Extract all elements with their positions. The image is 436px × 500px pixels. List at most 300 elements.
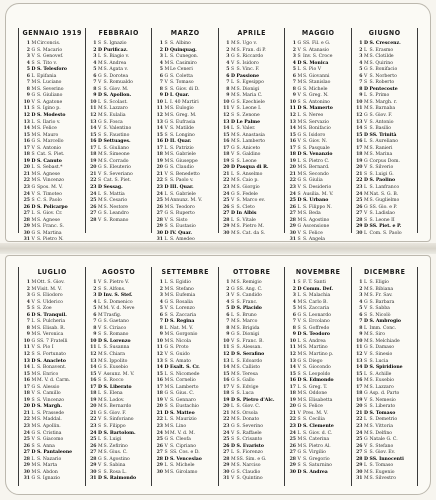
day-row: 30 M S. Cat. da S. xyxy=(223,230,266,236)
day-row: 26 S S. Anna xyxy=(23,443,55,449)
day-row: 23 M S. Giorgio xyxy=(223,185,260,191)
day-row: 20 M S. Bernardo xyxy=(90,404,132,410)
day-row: 24 M S. Delfino xyxy=(356,430,393,436)
day-row: 19 D S. Canuto xyxy=(23,158,62,164)
day-row: 3 S Inv. S. Croce xyxy=(292,54,333,60)
day-row: 15 L S. Achille xyxy=(356,371,392,377)
day-row: 4 V S. Ulderico xyxy=(26,299,63,305)
day-row: 3 M S. Eufemia xyxy=(159,293,196,299)
day-row: 2 M Visit. M. V. xyxy=(26,286,62,292)
day-row: 14 L S. Bonavent. xyxy=(23,365,67,371)
day-row: 8 M S. Elisab. R. xyxy=(26,325,66,331)
day-row: 25 V S. Giacomo xyxy=(23,437,64,443)
day-row: 11 V S. Leone I. xyxy=(223,106,262,112)
day-row: 27 L S. Giov. Cr. xyxy=(23,211,63,217)
day-row: 18 G S. Gius. C. xyxy=(156,391,195,397)
day-row: 27 M S. Beda xyxy=(289,211,321,217)
day-row: 13 M S. Ippolito xyxy=(90,358,128,364)
day-row: 7 D S. Regina xyxy=(159,319,195,325)
day-row: 17 D S. Liberato xyxy=(90,384,132,390)
day-row: 20 V S. Silverio xyxy=(356,165,394,171)
day-row: 24 V S. Raffaele xyxy=(223,430,262,436)
day-row: 27 G S. Leandro xyxy=(90,211,129,217)
day-row: 15 M S. Anastasia xyxy=(223,132,265,138)
day-row: 22 S S. Cecilia xyxy=(289,417,325,423)
month-name: MAGGIO xyxy=(301,29,335,37)
day-row: 25 M Annunz. M. V. xyxy=(156,198,203,204)
day-row: 7 V S. Romualdo xyxy=(93,80,133,86)
day-row: 25 D S. Urbano xyxy=(289,198,329,204)
day-row: 13 D S. Anacleto xyxy=(23,358,66,364)
day-row: 2 S S. Alfons. xyxy=(93,286,126,292)
day-row: 19 L S. Pietro C. xyxy=(289,158,330,164)
day-row: 15 L S. Nicomede xyxy=(156,371,200,377)
day-row: 9 D S. Apollon. xyxy=(93,93,132,99)
day-row: 31 M S. Silvestro xyxy=(356,476,396,482)
day-row: 10 S S. Antonino xyxy=(289,99,330,105)
day-row: 17 M S. Lamberto xyxy=(156,384,199,390)
day-row: 28 V S. Sisto xyxy=(156,217,188,223)
day-row: 29 M S. Narciso xyxy=(223,463,261,469)
day-row: 8 L Imm. Conc. xyxy=(359,325,397,331)
day-row: 8 M S. Severino xyxy=(26,86,64,92)
day-row: 4 M S. Carlo B. xyxy=(292,299,328,305)
day-row: 7 G S. Gaetano xyxy=(93,319,129,325)
day-row: 4 D S. Monica xyxy=(292,60,329,66)
day-row: 17 G S. Aniceto xyxy=(223,145,261,151)
day-row: 23 M S. Lino xyxy=(156,424,187,430)
day-row: 28 L S. Nazario xyxy=(23,456,62,462)
day-row: 4 M S. Casimiro xyxy=(159,60,197,66)
day-row: 24 D S. Bartolom. xyxy=(90,430,136,436)
day-row: 7 V S. Tomaso xyxy=(159,80,194,86)
day-row: 29 S S. Eustasio xyxy=(156,224,196,230)
day-row: 8 S S. Giov. di D. xyxy=(159,86,200,92)
day-row: 27 S SS. Cos. e D. xyxy=(156,450,200,456)
day-row: 7 L S. Pulcheria xyxy=(26,319,66,325)
day-row: 25 S S. Crisanto xyxy=(223,437,263,443)
day-row: 30 M S. Eugenio xyxy=(356,469,395,475)
day-row: 25 M S. Guglielmo xyxy=(356,198,400,204)
day-row: 21 S S. Luigi G. xyxy=(356,171,394,177)
calendar-panel-bottom xyxy=(5,255,431,495)
day-row: 21 V Pres. M. V. xyxy=(289,410,328,416)
day-row: 5 M M. V. d. Neve xyxy=(93,306,135,312)
day-row: 1 M Circoncis. xyxy=(26,41,61,46)
day-row: 26 S S. Cleto xyxy=(223,204,255,210)
day-row: 6 G S. Dorotea xyxy=(93,73,129,79)
day-row: 19 V S. Nemesio xyxy=(356,397,396,403)
day-row: 11 M S. Barnaba xyxy=(356,106,396,112)
day-row: 7 M S. Luciano xyxy=(26,80,62,86)
day-row: 19 G Corpus Dom. xyxy=(356,158,400,164)
day-row: 28 V S. Romano xyxy=(90,217,129,223)
day-row: 8 S S. Goffredo xyxy=(292,325,330,331)
day-row: 25 L S. Luigi xyxy=(90,437,122,443)
day-row: 14 V S. Valentino xyxy=(90,126,132,132)
day-row: 17 L S. Patrizio xyxy=(156,145,194,151)
day-row: 6 D S. Tranquil. xyxy=(26,312,67,318)
day-row: 10 V S. Franc. B. xyxy=(223,338,264,344)
day-row: 15 S S. Longino xyxy=(156,132,195,138)
day-row: 12 M S. Greg. M. xyxy=(156,113,197,119)
day-row: 16 M M. V. d. Carm. xyxy=(23,378,71,384)
day-row: 15 S S. Leopoldo xyxy=(289,371,331,377)
day-row: 8 D Pentecoste xyxy=(359,86,398,92)
month-name: NOVEMBRE xyxy=(295,268,341,276)
day-row: 21 L S. Anselmo xyxy=(223,171,263,177)
day-list xyxy=(155,41,216,244)
day-row: 23 G S. Severino xyxy=(223,424,263,430)
day-list xyxy=(288,280,349,476)
day-row: 27 V S. Ladislao xyxy=(356,211,395,217)
day-row: 13 M S. Servazio xyxy=(289,119,329,125)
day-row: 6 S S. Zaccaria xyxy=(159,312,197,318)
day-row: 8 V S. Ciriaco xyxy=(93,325,127,331)
day-row: 23 L S. Lanfranco xyxy=(356,185,400,191)
month-column-marzo xyxy=(151,28,218,243)
day-row: 28 D S. Venceslao xyxy=(156,456,202,462)
day-row: 24 L S. Gabriele xyxy=(156,191,196,197)
day-row: 25 G S. Cleofa xyxy=(156,437,191,443)
day-row: 16 D II. Quar. xyxy=(156,139,192,145)
day-row: 30 V S. Felice xyxy=(289,230,323,236)
day-row: 6 L Epifania xyxy=(26,73,57,79)
day-row: 10 G S. Ezechiele xyxy=(223,99,265,105)
day-row: 27 L S. Fiorenzo xyxy=(223,450,263,456)
day-row: 18 M S. Gabriele xyxy=(156,152,196,158)
day-list xyxy=(22,280,83,483)
day-row: 3 G S. Eliodoro xyxy=(26,293,63,299)
day-row: 5 V S. Lorenzo xyxy=(159,306,195,312)
day-row: 4 M S. Andrea xyxy=(93,60,127,66)
day-list xyxy=(355,280,416,483)
day-row: 27 M S. Gius. C. xyxy=(90,450,128,456)
day-row: 26 M S. Nestore xyxy=(90,204,129,210)
day-row: 28 M S. Agostino xyxy=(289,217,330,223)
day-row: 6 M Trasfig. xyxy=(93,312,122,318)
day-row: 28 V S. Gregorio xyxy=(289,456,330,462)
day-row: 22 M S. Caio p. xyxy=(223,178,259,184)
day-row: 18 G Asp. d. Parto xyxy=(356,391,400,397)
day-row: 23 D III. Quar. xyxy=(156,185,194,191)
day-row: 16 S S. Rocco xyxy=(90,378,124,384)
day-row: 28 L S. Vitale xyxy=(223,217,256,223)
month-column-novembre xyxy=(284,267,351,486)
day-row: 12 G S. Giov. F. xyxy=(356,113,393,119)
month-column-gennaio xyxy=(18,28,85,243)
day-row: 28 D SS. Innocenti xyxy=(356,456,404,462)
day-row: 26 G SS. Gio. e P. xyxy=(356,204,398,210)
day-row: 18 S S. Luca xyxy=(223,391,254,397)
day-row: 23 M S. Vittoria xyxy=(356,424,393,430)
day-row: 1 L S. Eligio xyxy=(359,280,389,285)
day-row: 17 M S. Lazzaro xyxy=(356,384,394,390)
month-column-febbraio xyxy=(85,28,152,233)
day-row: 3 L S. Cunegon. xyxy=(159,54,199,60)
day-row: 15 S S. Faustino xyxy=(90,132,130,138)
day-row: 9 S S. Romano xyxy=(93,332,129,338)
day-row: 28 M SS. Sim. e G. xyxy=(223,456,267,462)
day-row: 15 M S. Teresa xyxy=(223,371,258,377)
day-row: 31 G S. Ignazio xyxy=(23,476,61,482)
day-row: 21 G S. Giov. F. xyxy=(90,410,127,416)
day-row: 8 L Nat. M. V. xyxy=(159,325,194,331)
day-row: 20 G S. Claudio xyxy=(156,165,194,171)
day-row: 24 G S. Fedele xyxy=(223,191,258,197)
day-row: 30 L Com. S. Paolo xyxy=(356,230,402,236)
day-row: 30 G S. Martina xyxy=(23,230,62,236)
day-row: 22 L S. Demetrio xyxy=(356,417,398,423)
day-row: 14 V S. Giocondo xyxy=(289,365,331,371)
day-row: 21 M S. Secondo xyxy=(289,171,329,177)
day-row: 14 M S. Callisto xyxy=(223,365,261,371)
day-row: 22 M S. Vincenzo xyxy=(23,178,65,184)
day-row: 4 G S. Barbara xyxy=(359,299,395,305)
day-row: 26 V S. Stefano xyxy=(356,443,394,449)
day-row: 13 G S. Diego xyxy=(289,358,323,364)
day-row: 24 V S. Timoteo xyxy=(23,191,62,197)
day-row: 1 G SS. Fil. e G. xyxy=(292,41,331,46)
day-row: 2 V S. Atanasio xyxy=(292,47,330,53)
day-row: 9 D I. Quar. xyxy=(159,93,190,99)
day-row: 17 G S. Alessio xyxy=(23,384,60,390)
day-row: 20 S S. Liberato xyxy=(356,404,396,410)
day-row: 1 M S. Remigio xyxy=(226,280,262,285)
day-row: 24 M Nat. S. G. B. xyxy=(356,191,399,197)
day-row: 16 M S. Eusebio xyxy=(356,378,394,384)
day-row: 29 M S. Franc. S. xyxy=(23,224,64,230)
day-row: 2 G SS. Ang. C. xyxy=(226,286,263,292)
day-row: 29 L S. Tomaso xyxy=(356,463,394,469)
day-row: 24 L S. Giov. d. C. xyxy=(289,430,333,436)
day-row: 27 G S. Virgilio xyxy=(289,450,326,456)
day-row: 28 S S. Leone II xyxy=(356,217,395,223)
day-row: 26 D S. Policarpo xyxy=(23,204,68,210)
month-name: FEBBRAIO xyxy=(98,29,139,37)
day-row: 3 L S. Biagio v. xyxy=(93,54,130,60)
day-row: 13 S S. Lucia xyxy=(356,358,389,364)
day-row: 3 V S. Genovef. xyxy=(26,54,64,60)
day-row: 12 S S. Fortunato xyxy=(23,352,66,358)
day-row: 26 M S. Zefirino xyxy=(90,443,128,449)
day-row: 29 D SS. Piet. e P. xyxy=(356,224,402,230)
day-row: 11 S S. Igino p. xyxy=(23,106,61,112)
day-row: 14 M S. Bonifacio xyxy=(289,126,331,132)
day-row: 31 V S. Pietro N. xyxy=(23,237,64,243)
day-row: 25 G Natale G. C. xyxy=(356,437,398,443)
day-row: 10 V S. Agatone xyxy=(23,99,63,105)
day-row: 13 V S. Antonio xyxy=(356,119,394,125)
month-column-dicembre xyxy=(351,267,419,486)
day-row: 4 M S. Quirino xyxy=(359,60,393,66)
day-row: 28 G S. Agostino xyxy=(90,456,130,462)
day-row: 21 D S. Tomaso xyxy=(356,410,396,416)
day-row: 30 D IV. Quar. xyxy=(156,230,193,236)
day-row: 1 S S. Ignazio xyxy=(93,41,127,46)
day-row: 17 L S. Giuliano xyxy=(90,145,129,151)
day-row: 10 M S. Nicola xyxy=(156,338,191,344)
day-row: 9 M S. Gorgonio xyxy=(159,332,198,338)
day-row: 10 L S. Andrea xyxy=(289,338,326,344)
day-row: 1 M S. Ugo v. xyxy=(226,41,257,46)
day-row: 27 G S. Ruperto xyxy=(156,211,195,217)
day-row: 12 M S. Chiara xyxy=(90,352,126,358)
day-row: 22 S Cat. S. Piet. xyxy=(90,178,132,184)
day-row: 6 V S. Norberto xyxy=(359,73,397,79)
day-row: 11 L S. Susanna xyxy=(90,345,130,351)
day-row: 19 S S. Leone xyxy=(223,158,257,164)
day-row: 21 L S. Prassede xyxy=(23,410,65,416)
day-row: 1 V S. Pietro V. xyxy=(93,280,129,285)
day-row: 12 D S. Modesto xyxy=(23,113,66,119)
day-row: 11 G S. Proto xyxy=(156,345,189,351)
day-row: 20 D S. Margh. xyxy=(23,404,62,410)
day-row: 16 L S. Aureliano xyxy=(356,139,398,145)
day-row: 16 G S. Gallo xyxy=(223,378,255,384)
month-name: DICEMBRE xyxy=(363,268,406,276)
day-list xyxy=(22,41,83,244)
day-row: 30 M S. Abdon xyxy=(23,469,58,475)
day-row: 5 G S. Bonifacio xyxy=(359,67,398,73)
day-row: 18 D S. Venanzio xyxy=(289,152,333,158)
day-row: 11 S S. Alessan. xyxy=(223,345,262,351)
day-row: 15 D SS. Trinità xyxy=(356,132,397,138)
day-row: 19 M S. Corrado xyxy=(90,158,129,164)
day-row: 24 M M. V. d. M. xyxy=(156,430,196,436)
day-row: 26 L S. Filippo N. xyxy=(289,204,332,210)
day-row: 14 G S. Eusebio xyxy=(90,365,128,371)
day-row: 9 V S. Greg. N. xyxy=(292,93,329,99)
day-row: 5 M S. Agata v. xyxy=(93,67,128,73)
day-row: 8 S S. Giov. M. xyxy=(93,86,129,92)
day-row: 11 V S. Pio I xyxy=(23,345,54,351)
day-row: 15 V Assunz. M. V. xyxy=(90,371,135,377)
day-row: 24 L S. Mattia xyxy=(90,191,125,197)
day-row: 26 V S. Cipriano xyxy=(156,443,196,449)
day-row: 9 G S. Giuliano xyxy=(26,93,63,99)
month-column-aprile xyxy=(218,28,285,236)
day-row: 21 V S. Benedetto xyxy=(156,171,200,177)
day-row: 31 V S. Quintino xyxy=(223,476,263,482)
day-row: 14 M S. Felice xyxy=(23,126,57,132)
day-row: 17 V S. Antonio xyxy=(23,145,61,151)
month-column-giugno xyxy=(351,28,419,236)
day-row: 9 M S. Siro xyxy=(359,332,385,338)
day-row: 7 L S. Egesippo xyxy=(226,80,264,86)
day-row: 24 S Ausilia. M. V. xyxy=(289,191,334,197)
day-row: 25 M S. Cesario xyxy=(90,198,128,204)
day-row: 20 G S. Felice xyxy=(289,404,323,410)
day-row: 23 G Spos. M. V. xyxy=(23,185,63,191)
day-row: 8 G S. Michele xyxy=(292,86,328,92)
day-row: 14 L S. Valer. xyxy=(223,126,256,132)
day-row: 10 D S. Lorenzo xyxy=(90,338,131,344)
day-row: 1 S F. T. Santi xyxy=(292,280,326,285)
day-row: 9 M S. Maria C. xyxy=(226,93,263,99)
day-list xyxy=(222,41,283,237)
day-row: 12 V S. Guido xyxy=(156,352,190,358)
day-row: 22 V S. Sinforiano xyxy=(90,417,134,423)
month-name: LUGLIO xyxy=(37,268,67,276)
month-name: GIUGNO xyxy=(368,29,401,37)
day-row: 18 M S. Oddone xyxy=(289,391,327,397)
day-row: 6 M S. Giovanni xyxy=(292,73,330,79)
day-row: 20 L S. Giov. C. xyxy=(223,404,261,410)
day-row: 5 M Le Ceneri xyxy=(159,67,193,73)
day-row: 2 D Purificaz. xyxy=(93,47,128,53)
month-name: AGOSTO xyxy=(102,268,136,276)
day-list xyxy=(222,280,283,483)
day-row: 1 D S. Crescenz. xyxy=(359,41,401,46)
day-row: 30 M S. Girolamo xyxy=(156,469,198,475)
day-row: 2 G S. Macario xyxy=(26,47,63,53)
day-row: 29 M S. Pietro M. xyxy=(223,224,265,230)
day-row: 18 M S. Marina xyxy=(356,152,393,158)
day-row: 28 M S. Agnese xyxy=(23,217,60,223)
day-row: 18 M S. Simeone xyxy=(90,152,130,158)
day-row: 15 M S. Mauro xyxy=(23,132,59,138)
day-row: 10 L I. 40 Martiri xyxy=(156,99,199,105)
day-row: 27 S S. Giov. Ev. xyxy=(356,450,396,456)
day-row: 17 V S. Edvige xyxy=(223,384,259,390)
day-row: 26 D S. Evaristo xyxy=(223,443,264,449)
day-row: 12 L S. Nereo xyxy=(289,113,324,119)
day-list xyxy=(89,280,150,483)
day-row: 30 D S. Andrea xyxy=(289,469,328,475)
month-name: OTTOBRE xyxy=(232,268,271,276)
month-name: APRILE xyxy=(237,29,267,37)
day-row: 20 S S. Eustachio xyxy=(156,404,199,410)
day-row: 22 M S. Donato xyxy=(223,417,260,423)
day-row: 13 L S. Edoardo xyxy=(223,358,263,364)
day-row: 23 S S. Filippo xyxy=(90,424,126,430)
day-row: 20 D Pasqua di R. xyxy=(223,165,269,171)
month-column-luglio xyxy=(18,267,85,486)
day-row: 21 M S. Agnese xyxy=(23,171,60,177)
day-row: 13 G S. Fosca xyxy=(90,119,123,125)
day-row: 3 M S. Clotilde xyxy=(359,54,394,60)
day-row: 22 S S. Paolo v. xyxy=(156,178,194,184)
day-row: 3 V S. Candido xyxy=(226,293,262,299)
day-row: 6 G S. Coletta xyxy=(159,73,193,79)
day-row: 12 M S. Martino p. xyxy=(289,352,334,358)
day-row: 7 D S. Ambrogio xyxy=(359,319,401,325)
day-row: 14 V S. Matilde xyxy=(156,126,194,132)
day-row: 4 L S. Domenico xyxy=(93,299,133,305)
day-row: 5 S S. Vinc. F. xyxy=(226,67,260,73)
day-row: 19 M S. Lodov. xyxy=(90,397,125,403)
day-row: 20 G S. Eleuterio xyxy=(90,165,131,171)
day-row: 4 S S. Tito v. xyxy=(26,60,58,66)
day-row: 14 D Esalt. S. Cr. xyxy=(156,365,200,371)
day-row: 13 S S. Amato xyxy=(156,358,191,364)
day-row: 5 D S. Placido xyxy=(226,306,262,312)
day-row: 27 D In Albis xyxy=(223,211,257,217)
day-row: 16 D S. Edmondo xyxy=(289,378,334,384)
day-row: 22 D S. Paolino xyxy=(356,178,396,184)
day-row: 29 V S. Sabina xyxy=(90,463,126,469)
day-row: 25 M S. Caterina xyxy=(289,437,330,443)
day-row: 30 S S. Rosa L. xyxy=(90,469,127,475)
day-row: 3 L S. Malachia xyxy=(292,293,331,299)
month-column-maggio xyxy=(284,28,351,243)
day-row: 1 M Ott. S. Giov. xyxy=(26,280,65,285)
day-row: 19 M S. Elisabetta xyxy=(289,397,333,403)
day-row: 8 M S. Dionigi xyxy=(226,86,260,92)
day-row: 29 M S. Marta xyxy=(23,463,58,469)
day-row: 11 M S. Lazzaro xyxy=(90,106,128,112)
